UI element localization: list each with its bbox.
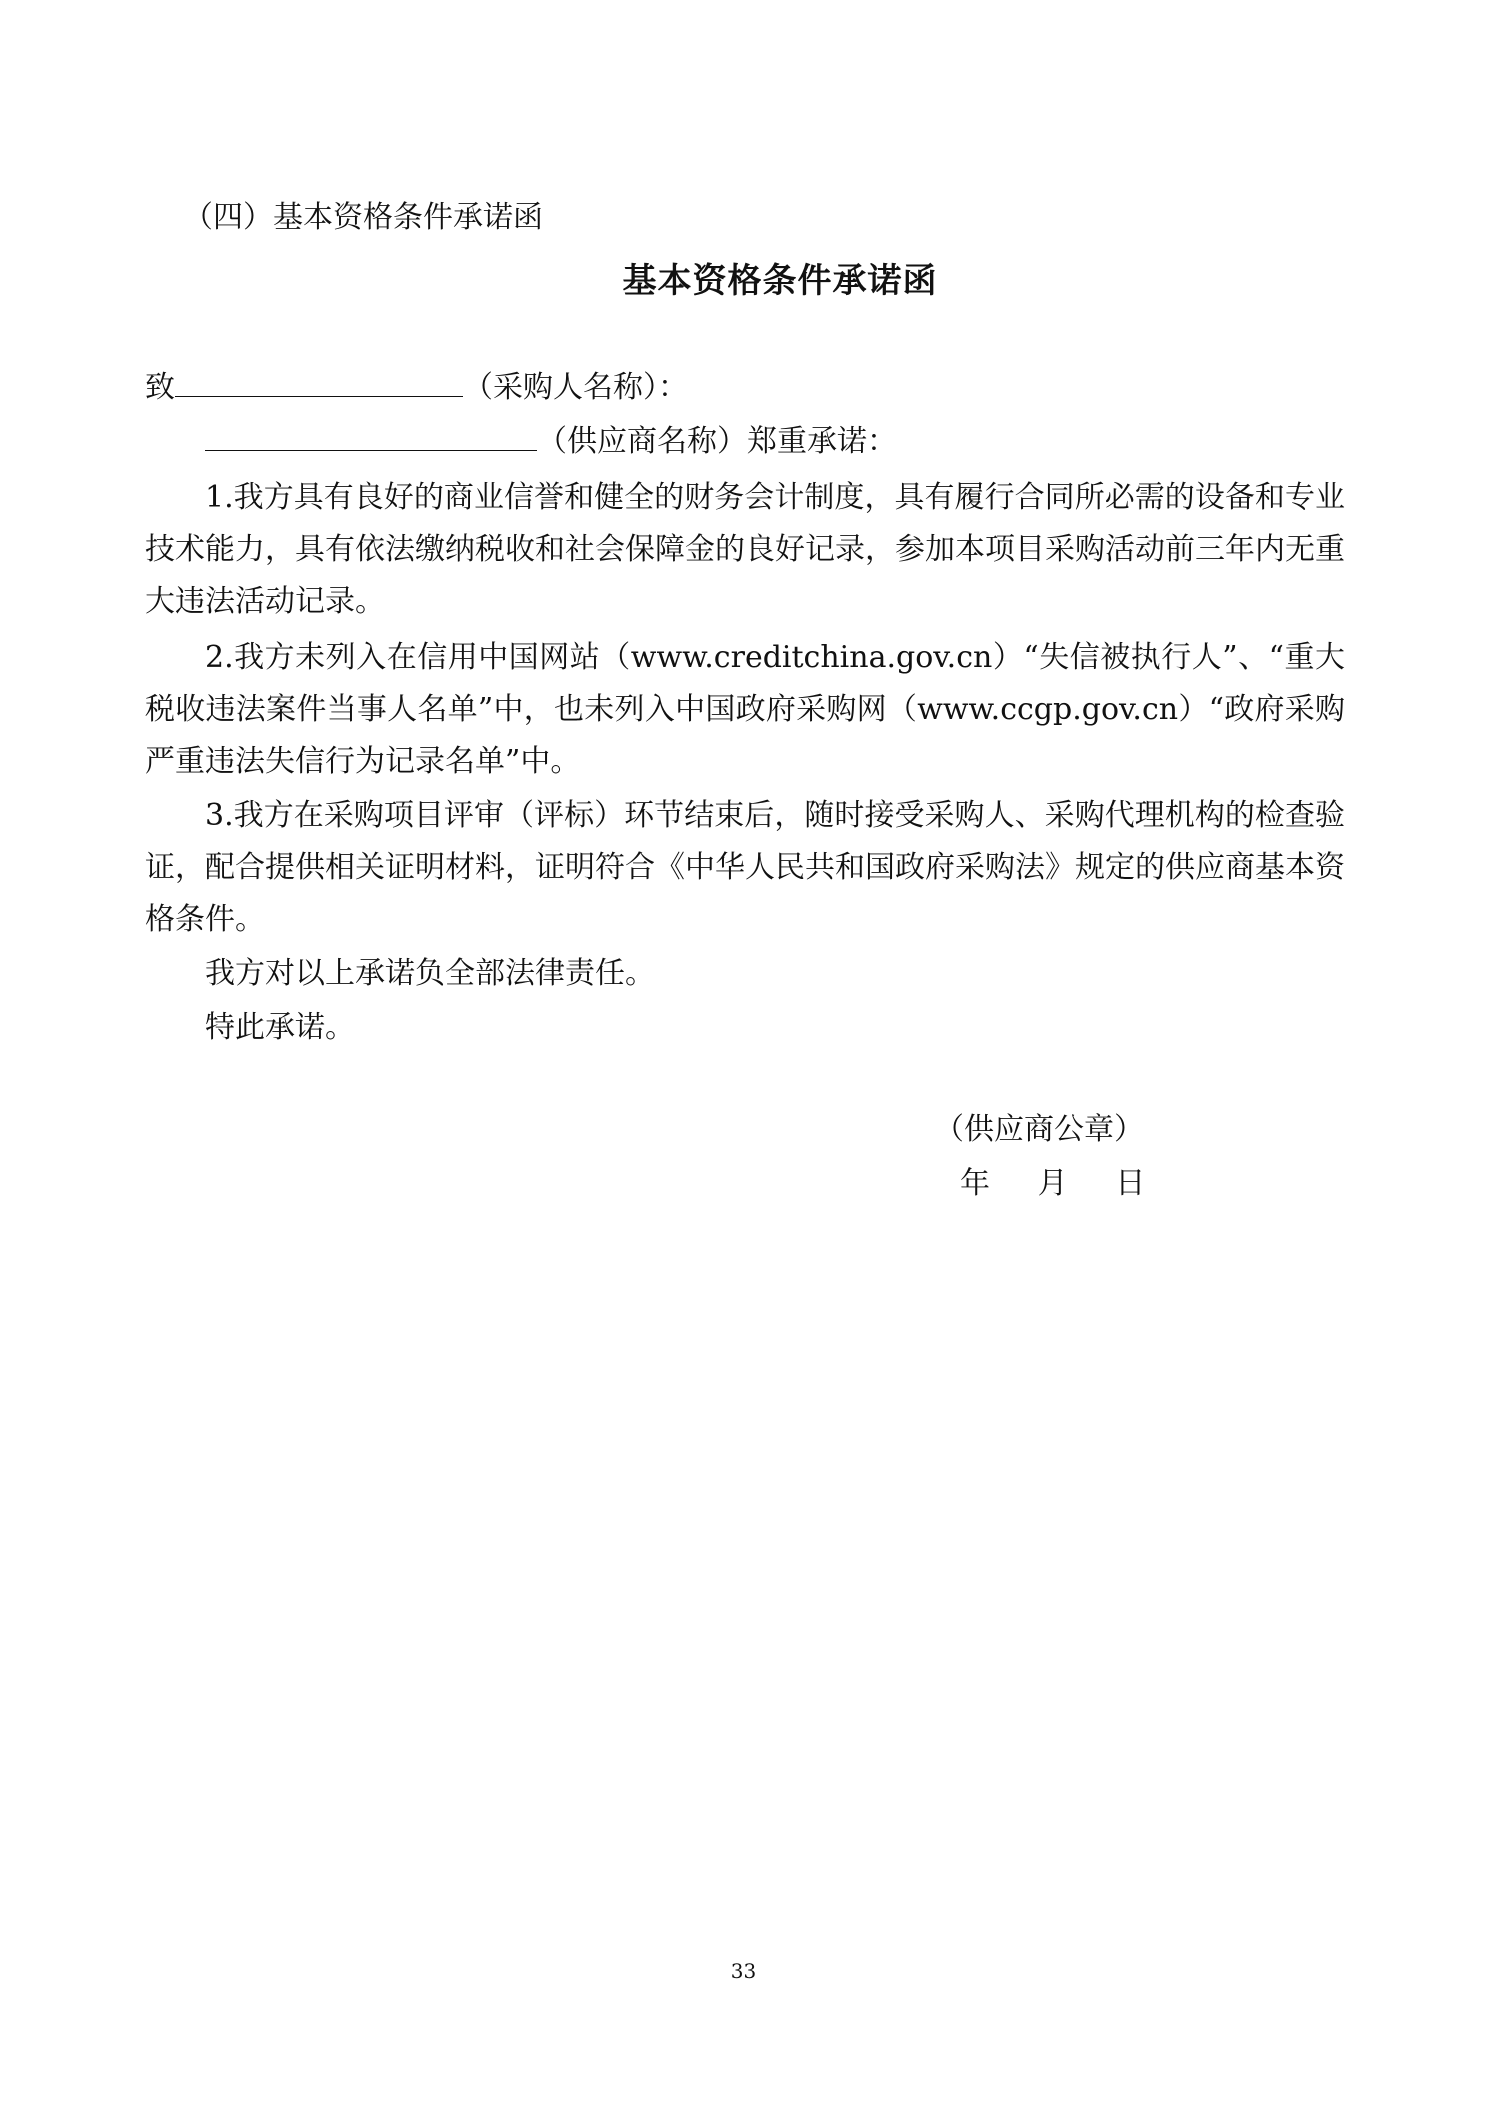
commitment-paragraph-3: 3.我方在采购项目评审（评标）环节结束后，随时接受采购人、采购代理机构的检查验证，配合提供相关证明材料，证明符合《中华人民共和国政府采购法》规定的供应商基本资格条件。 xyxy=(145,798,1345,937)
supplier-seal-label: （供应商公章） xyxy=(934,1112,1144,1147)
supplier-name-blank xyxy=(205,420,537,451)
closing-statement: 特此承诺。 xyxy=(205,1010,355,1045)
supplier-line-suffix: （供应商名称）郑重承诺： xyxy=(537,424,897,459)
commitment-paragraph-1: 1.我方具有良好的商业信誉和健全的财务会计制度，具有履行合同所必需的设备和专业技术能力，具有依法缴纳税收和社会保障金的良好记录，参加本项目采购活动前三年内无重大违法活动记录。 xyxy=(145,480,1345,619)
supplier-line xyxy=(205,420,897,464)
addressee-prefix: 致 xyxy=(145,370,175,405)
document-title: 基本资格条件承诺函 xyxy=(622,261,938,301)
commitment-paragraph-2: 2.我方未列入在信用中国网站（www.creditchina.gov.cn）“失信被执行人”、“重大税收违法案件当事人名单”中，也未列入中国政府采购网（www.ccgp.gov.cn）“政府采购严重违法失信行为记录名单”中。 xyxy=(145,640,1345,779)
page-number: 33 xyxy=(730,1959,757,1983)
liability-statement: 我方对以上承诺负全部法律责任。 xyxy=(205,956,655,991)
addressee-suffix: （采购人名称）： xyxy=(463,370,688,405)
section-heading: （四）基本资格条件承诺函 xyxy=(183,200,543,235)
addressee-line xyxy=(145,366,688,410)
date-line: 年 月 日 xyxy=(960,1166,1146,1201)
purchaser-name-blank xyxy=(175,366,463,397)
